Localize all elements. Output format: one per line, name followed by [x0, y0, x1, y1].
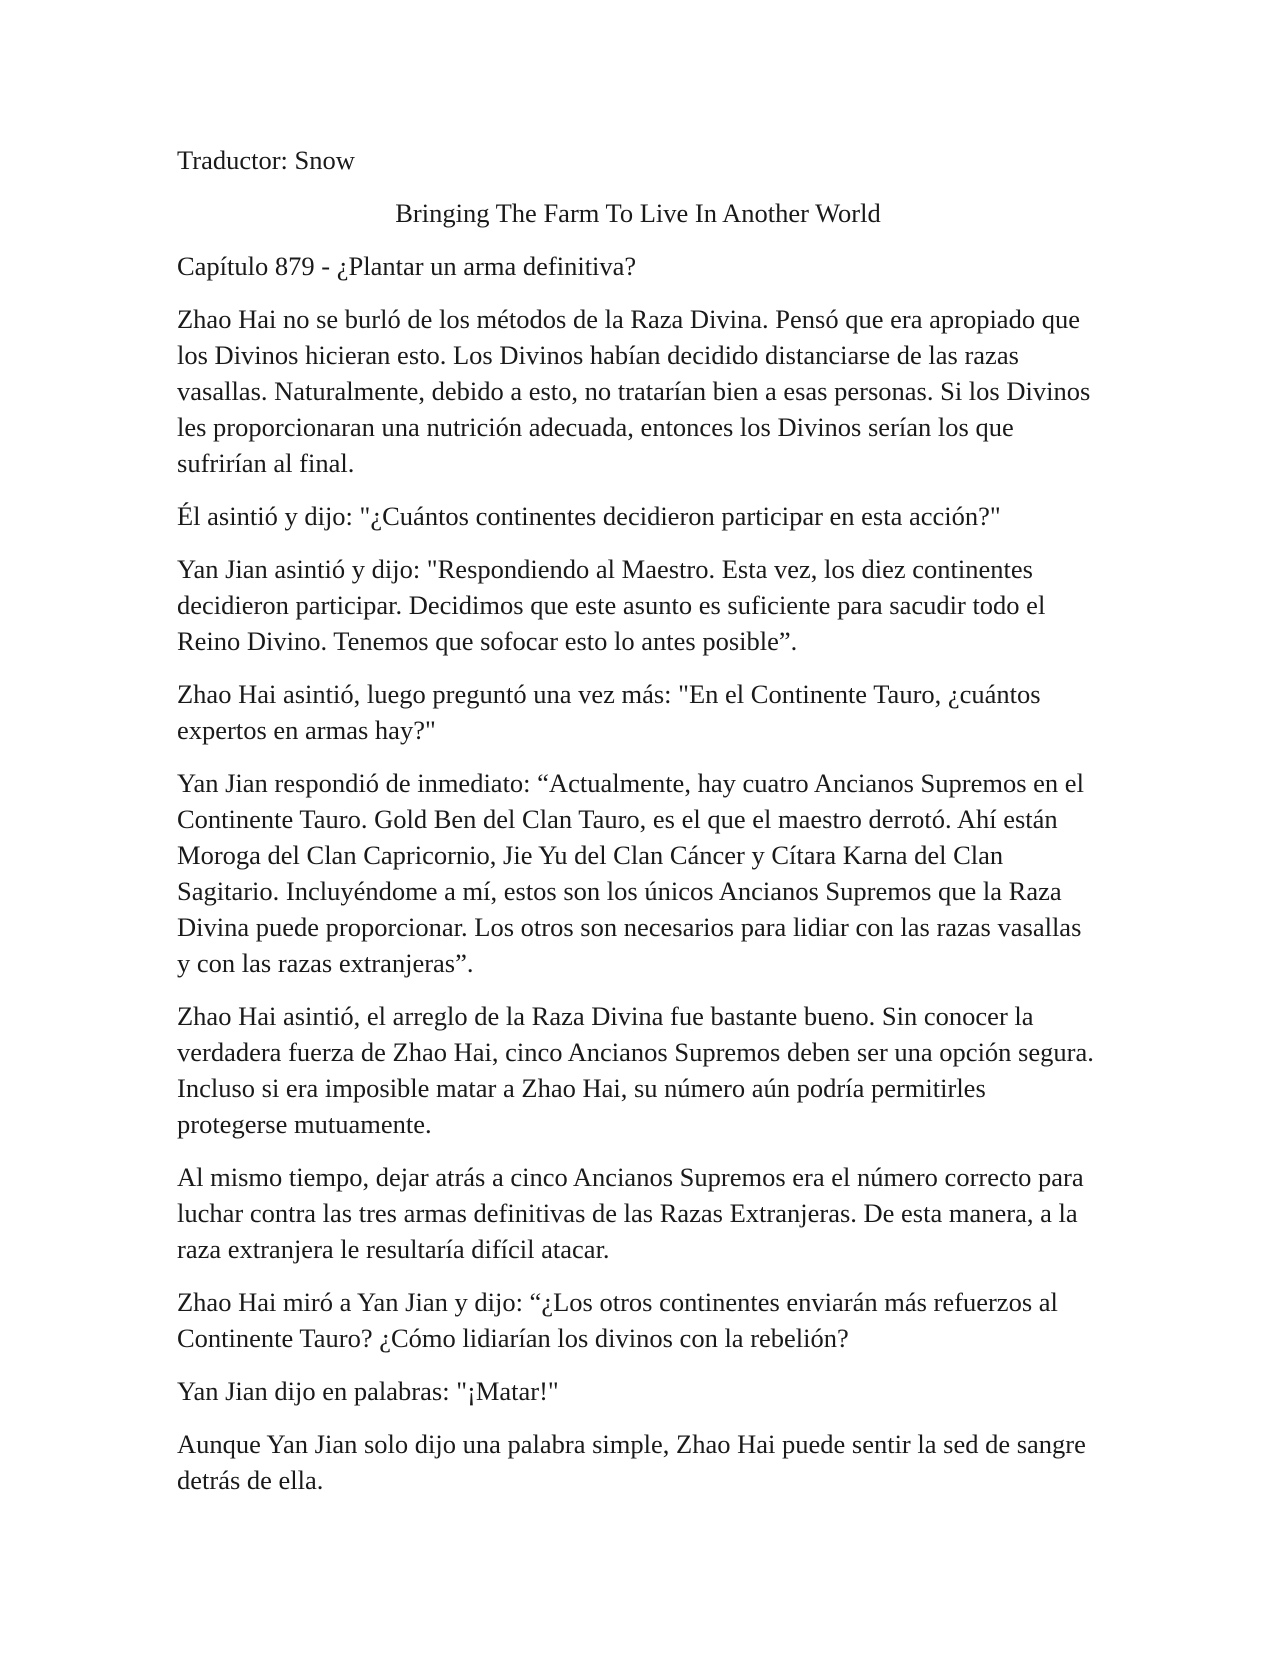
- paragraph: Zhao Hai miró a Yan Jian y dijo: “¿Los otros continentes enviarán más refuerzos al Continente Tauro? ¿Cómo lidiarían los divinos con la rebelión?: [177, 1287, 1058, 1353]
- paragraph: Yan Jian respondió de inmediato: “Actualmente, hay cuatro Ancianos Supremos en el Continente Tauro. Gold Ben del Clan Tauro, es el que el maestro derrotó. Ahí están Moroga del Clan Capricornio, Jie Yu del Clan Cáncer y Cítara Karna del Clan Sagitario. Incluyéndome a mí, estos son los únicos Ancianos Supremos que la Raza Divina puede proporcionar. Los otros son necesarios para lidiar con las razas vasallas y con las razas extranjeras”.: [177, 768, 1084, 978]
- translator-credit: Traductor: Snow: [177, 145, 355, 175]
- paragraph: Aunque Yan Jian solo dijo una palabra simple, Zhao Hai puede sentir la sed de sangre detrás de ella.: [177, 1429, 1086, 1495]
- paragraph: Él asintió y dijo: "¿Cuántos continentes decidieron participar en esta acción?": [177, 501, 1001, 531]
- paragraph: Yan Jian dijo en palabras: "¡Matar!": [177, 1376, 559, 1406]
- paragraph: Zhao Hai no se burló de los métodos de la Raza Divina. Pensó que era apropiado que los Divinos hicieran esto. Los Divinos habían decidido distanciarse de las razas vasallas. Naturalmente, debido a esto, no tratarían bien a esas personas. Si los Divinos les proporcionaran una nutrición adecuada, entonces los Divinos serían los que sufrirían al final.: [177, 304, 1091, 478]
- chapter-title: Capítulo 879 - ¿Plantar un arma definitiva?: [177, 251, 637, 281]
- document-page: [177, 142, 1099, 1515]
- novel-title: Bringing The Farm To Live In Another World: [395, 198, 881, 228]
- paragraph: Zhao Hai asintió, el arreglo de la Raza Divina fue bastante bueno. Sin conocer la verdadera fuerza de Zhao Hai, cinco Ancianos Supremos deben ser una opción segura. Incluso si era imposible matar a Zhao Hai, su número aún podría permitirles protegerse mutuamente.: [177, 1001, 1094, 1139]
- paragraph: Yan Jian asintió y dijo: "Respondiendo al Maestro. Esta vez, los diez continentes decidieron participar. Decidimos que este asunto es suficiente para sacudir todo el Reino Divino. Tenemos que sofocar esto lo antes posible”.: [177, 554, 1046, 656]
- paragraph: Zhao Hai asintió, luego preguntó una vez más: "En el Continente Tauro, ¿cuántos expertos en armas hay?": [177, 679, 1041, 745]
- paragraph: Al mismo tiempo, dejar atrás a cinco Ancianos Supremos era el número correcto para luchar contra las tres armas definitivas de las Razas Extranjeras. De esta manera, a la raza extranjera le resultaría difícil atacar.: [177, 1162, 1084, 1264]
